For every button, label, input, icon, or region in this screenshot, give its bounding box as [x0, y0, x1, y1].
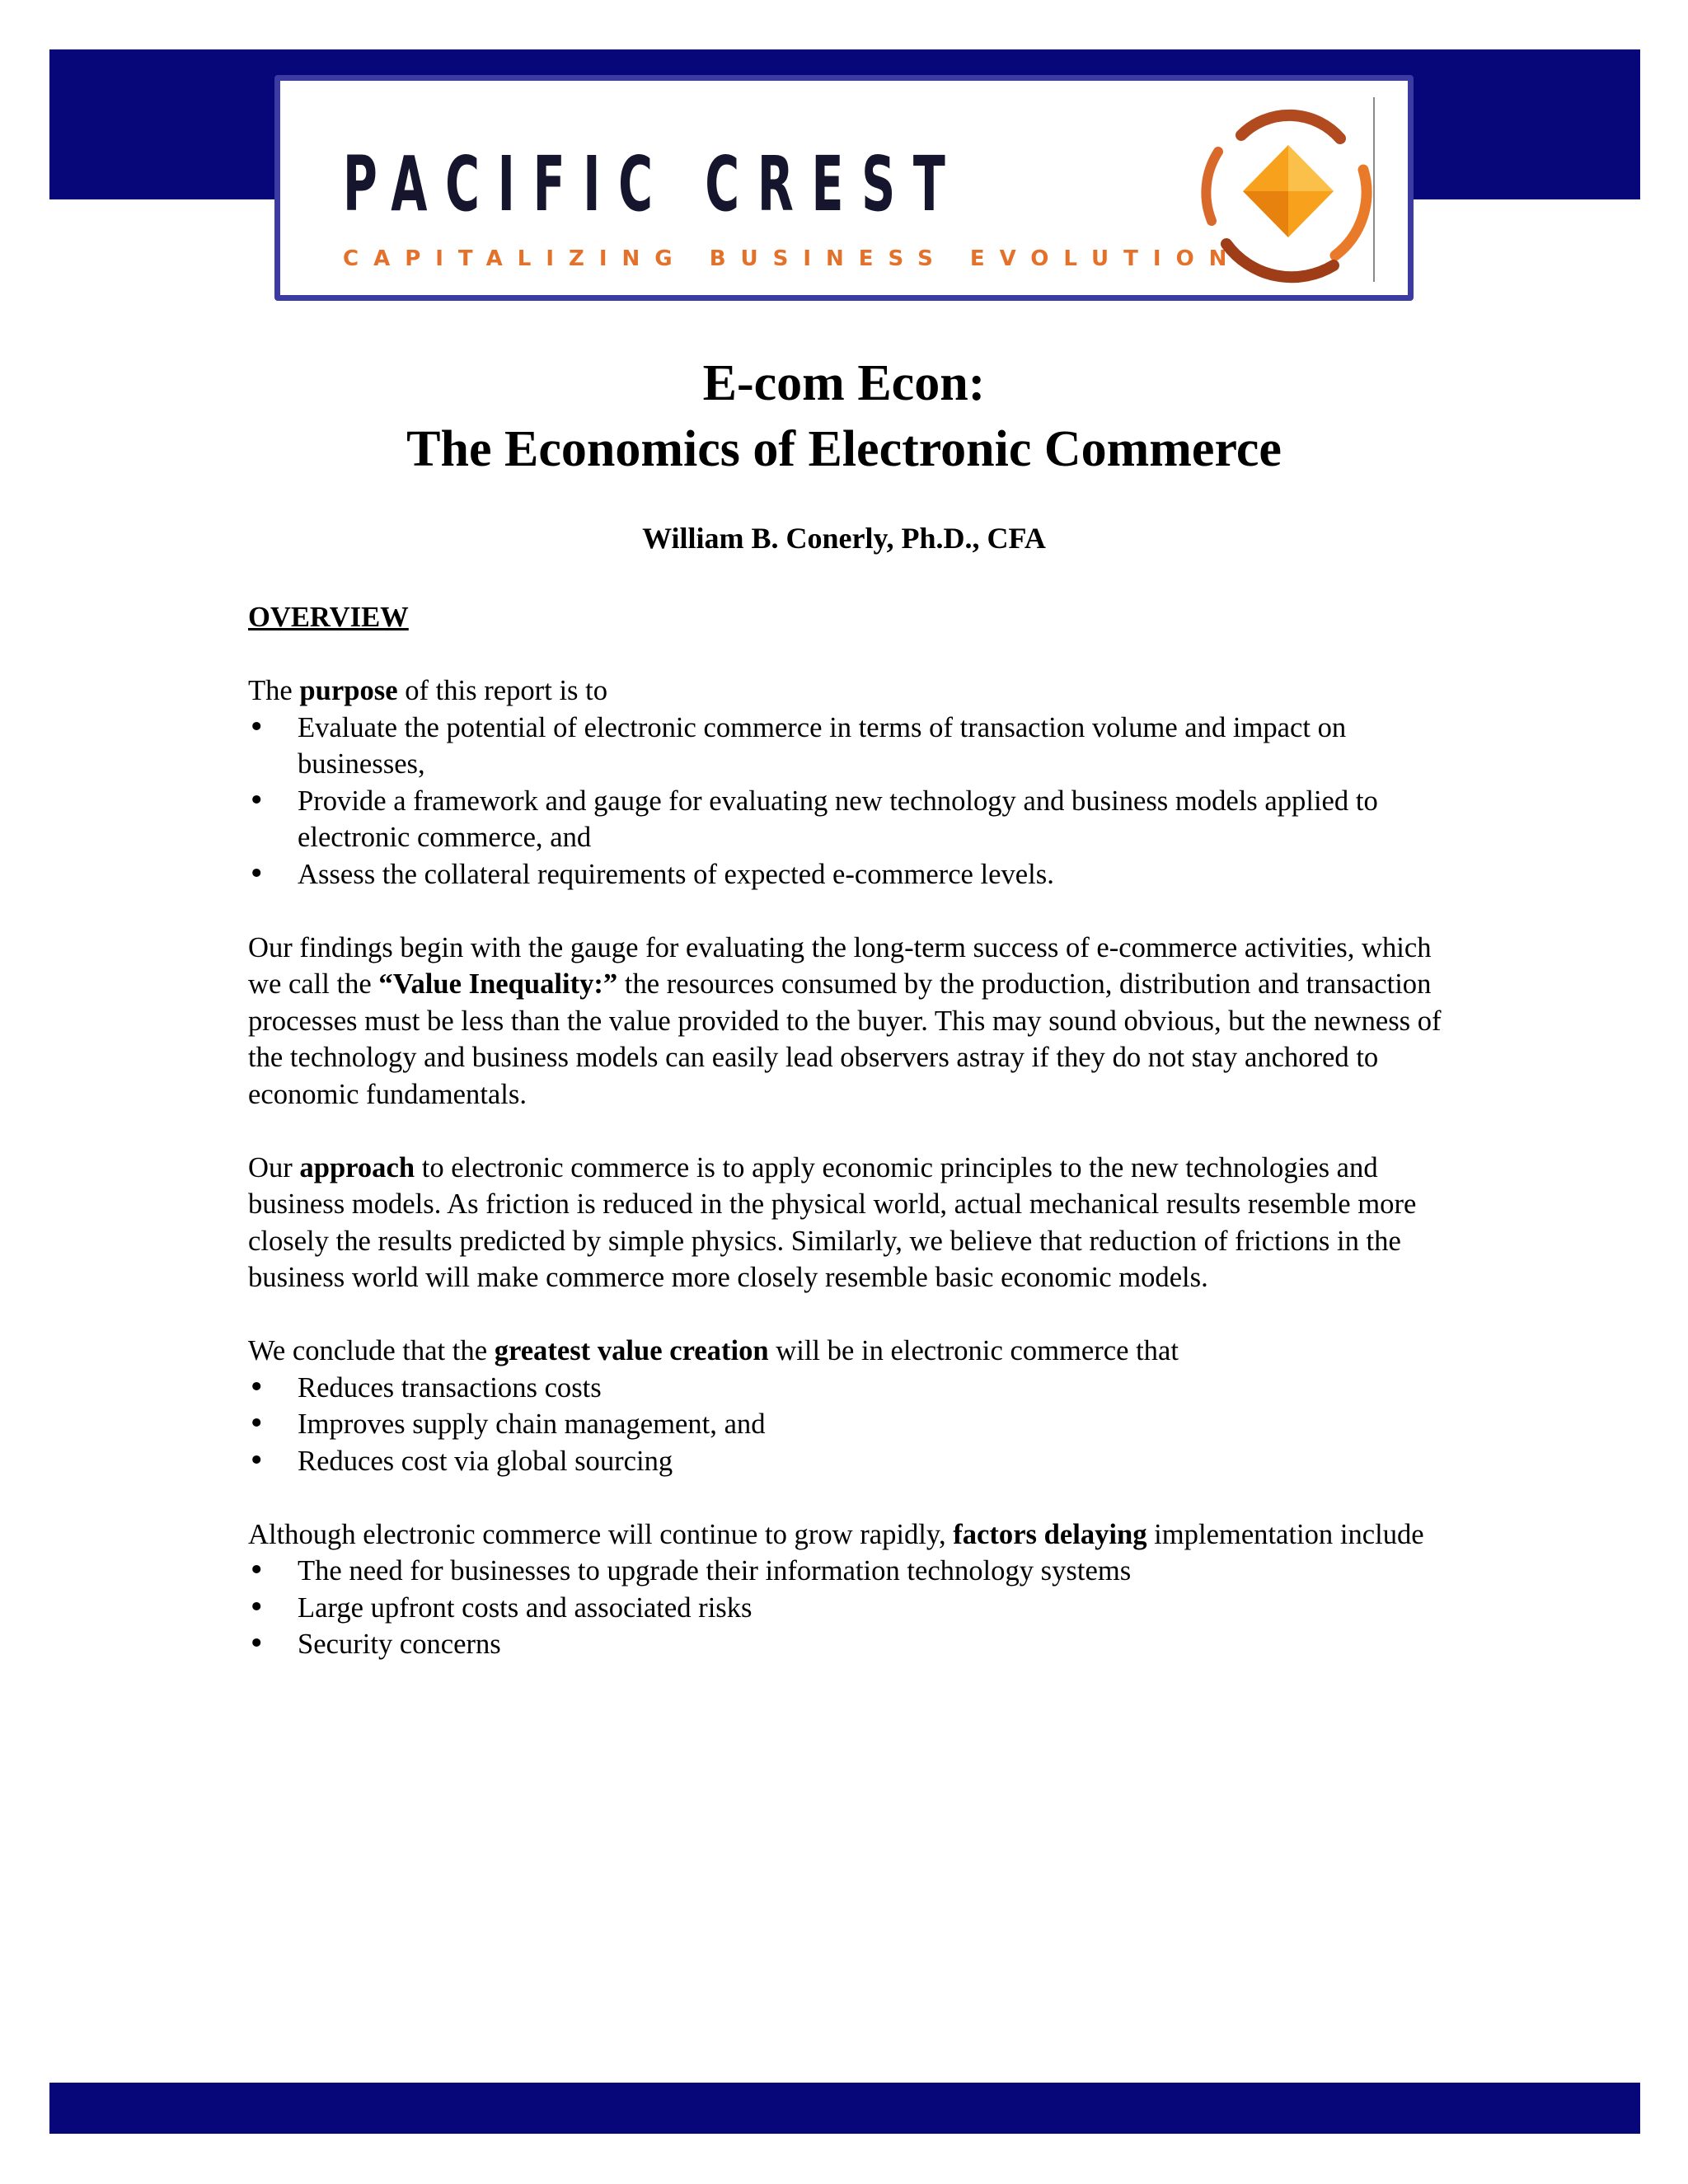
factors-item: • Security concerns [248, 1626, 1460, 1663]
logo-banner [274, 75, 1414, 301]
purpose-item: • Assess the collateral requirements of expected e-commerce levels. [248, 856, 1460, 893]
logo-divider [1373, 97, 1375, 282]
conclusion-item: • Reduces transactions costs [248, 1370, 1460, 1407]
approach-paragraph: Our approach to electronic commerce is to apply economic principles to the new technologies and business models. As friction is reduced in the physical world, actual mechanical results resemble more closely the results predicted by simple physics. Similarly, we believe that reduction of frictions in the business world will make commerce more closely resemble basic economic models. [248, 1151, 1417, 1293]
conclusion-list [248, 1370, 1460, 1480]
conclusion-item: • Improves supply chain management, and [248, 1406, 1460, 1443]
title-line-2: The Economics of Electronic Commerce [406, 421, 1282, 477]
conclusion-intro: We conclude that the greatest value creation will be in electronic commerce that [248, 1335, 1179, 1366]
purpose-item: • Evaluate the potential of electronic commerce in terms of transaction volume and impact on businesses, [248, 710, 1460, 783]
purpose-item: • Provide a framework and gauge for evaluating new technology and business models applied to electronic commerce, and [248, 783, 1460, 856]
findings-paragraph: Our findings begin with the gauge for evaluating the long-term success of e-commerce activities, which we call the “Value Inequality:” the resources consumed by the production, distribution and transaction processes must be less than the value provided to the buyer. This may sound obvious, but the newness of the technology and business models can easily lead observers astray if they do not stay anchored to economic fundamentals. [248, 931, 1442, 1110]
diamond-swirl-icon [1193, 99, 1383, 287]
footer-band [49, 2083, 1640, 2134]
factors-list [248, 1553, 1460, 1663]
purpose-intro: The purpose of this report is to [248, 675, 608, 706]
title-line-1: E-com Econ: [702, 355, 986, 411]
logo-wordmark: PACIFIC CREST [343, 140, 964, 228]
conclusion-item: • Reduces cost via global sourcing [248, 1443, 1460, 1480]
overview-heading: OVERVIEW [248, 602, 409, 633]
factors-intro: Although electronic commerce will continue to grow rapidly, factors delaying implementation include [248, 1518, 1424, 1550]
overview-section [248, 599, 1460, 1663]
factors-item: • The need for businesses to upgrade their information technology systems [248, 1553, 1460, 1590]
purpose-list [248, 710, 1460, 893]
logo-tagline: CAPITALIZING BUSINESS EVOLUTION [343, 246, 1242, 271]
document-title [247, 350, 1441, 482]
factors-item: • Large upfront costs and associated risks [248, 1590, 1460, 1627]
author-line: William B. Conerly, Ph.D., CFA [642, 522, 1046, 555]
